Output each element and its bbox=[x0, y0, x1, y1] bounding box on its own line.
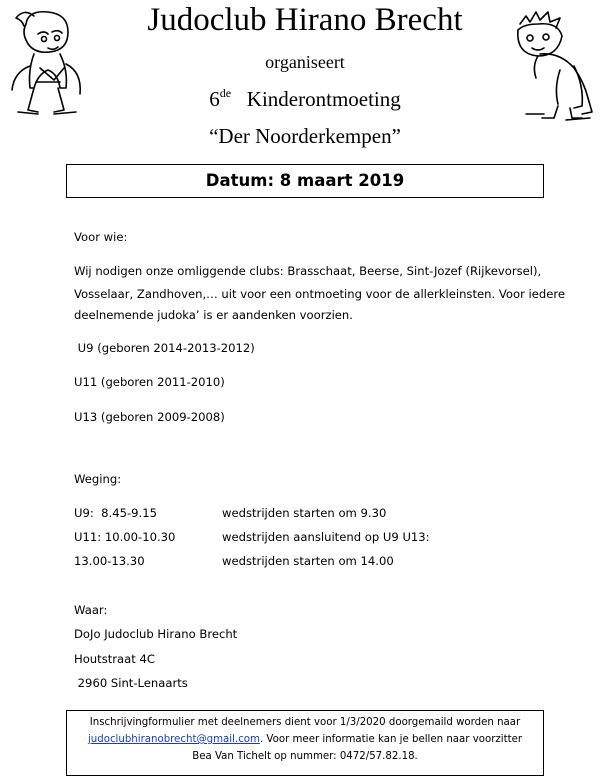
footer-line-2-rest: . Voor meer informatie kan je bellen naar voorzitter bbox=[259, 734, 523, 745]
date-box: Datum: 8 maart 2019 bbox=[66, 164, 544, 198]
for-whom-line-1: Wij nodigen onze omliggende clubs: Brasschaat, Beerse, Sint-Jozef (Rijkevorsel), bbox=[74, 264, 542, 278]
weighing-time-u11: U11: 10.00-10.30 bbox=[74, 530, 176, 544]
where-line-3: 2960 Sint-Lenaarts bbox=[74, 676, 188, 690]
category-u11: U11 (geboren 2011-2010) bbox=[74, 375, 225, 389]
footer-line-1: Inschrijvingformulier met deelnemers dient voor 1/3/2020 doorgemaild worden naar bbox=[89, 717, 521, 728]
where-heading: Waar: bbox=[74, 603, 108, 617]
for-whom-line-2: Vosselaar, Zandhoven,… uit voor een ontmoeting voor de allerkleinsten. Voor iedere bbox=[74, 287, 566, 301]
weighing-time-u13: 13.00-13.30 bbox=[74, 554, 145, 568]
event-title: Kinderontmoeting bbox=[246, 87, 401, 111]
category-u9: U9 (geboren 2014-2013-2012) bbox=[74, 341, 255, 355]
edition-suffix: de bbox=[219, 86, 232, 100]
where-line-1: DoJo Judoclub Hirano Brecht bbox=[74, 627, 238, 641]
footer-line-2 bbox=[67, 731, 543, 748]
event-name: “Der Noorderkempen” bbox=[209, 124, 401, 148]
category-u13: U13 (geboren 2009-2008) bbox=[74, 410, 225, 424]
edition-number: 6 bbox=[209, 87, 220, 111]
club-title: Judoclub Hirano Brecht bbox=[147, 2, 463, 38]
registration-footer-box bbox=[66, 710, 544, 776]
event-heading bbox=[0, 86, 610, 112]
for-whom-heading: Voor wie: bbox=[74, 230, 128, 244]
where-line-2: Houtstraat 4C bbox=[74, 652, 155, 666]
email-link[interactable]: judoclubhiranobrecht@gmail.com bbox=[87, 734, 260, 745]
for-whom-line-3: deelnemende judoka’ is er aandenken voorzien. bbox=[74, 308, 353, 322]
organises-text: organiseert bbox=[265, 52, 345, 72]
weighing-heading: Weging: bbox=[74, 472, 122, 486]
weighing-time-u9: U9: 8.45-9.15 bbox=[74, 506, 157, 520]
footer-line-3: Bea Van Tichelt op nummer: 0472/57.82.18. bbox=[192, 751, 418, 762]
weighing-info-u9: wedstrijden starten om 9.30 bbox=[222, 506, 387, 520]
weighing-info-u13: wedstrijden starten om 14.00 bbox=[222, 554, 394, 568]
weighing-info-u11: wedstrijden aansluitend op U9 U13: bbox=[222, 530, 430, 544]
